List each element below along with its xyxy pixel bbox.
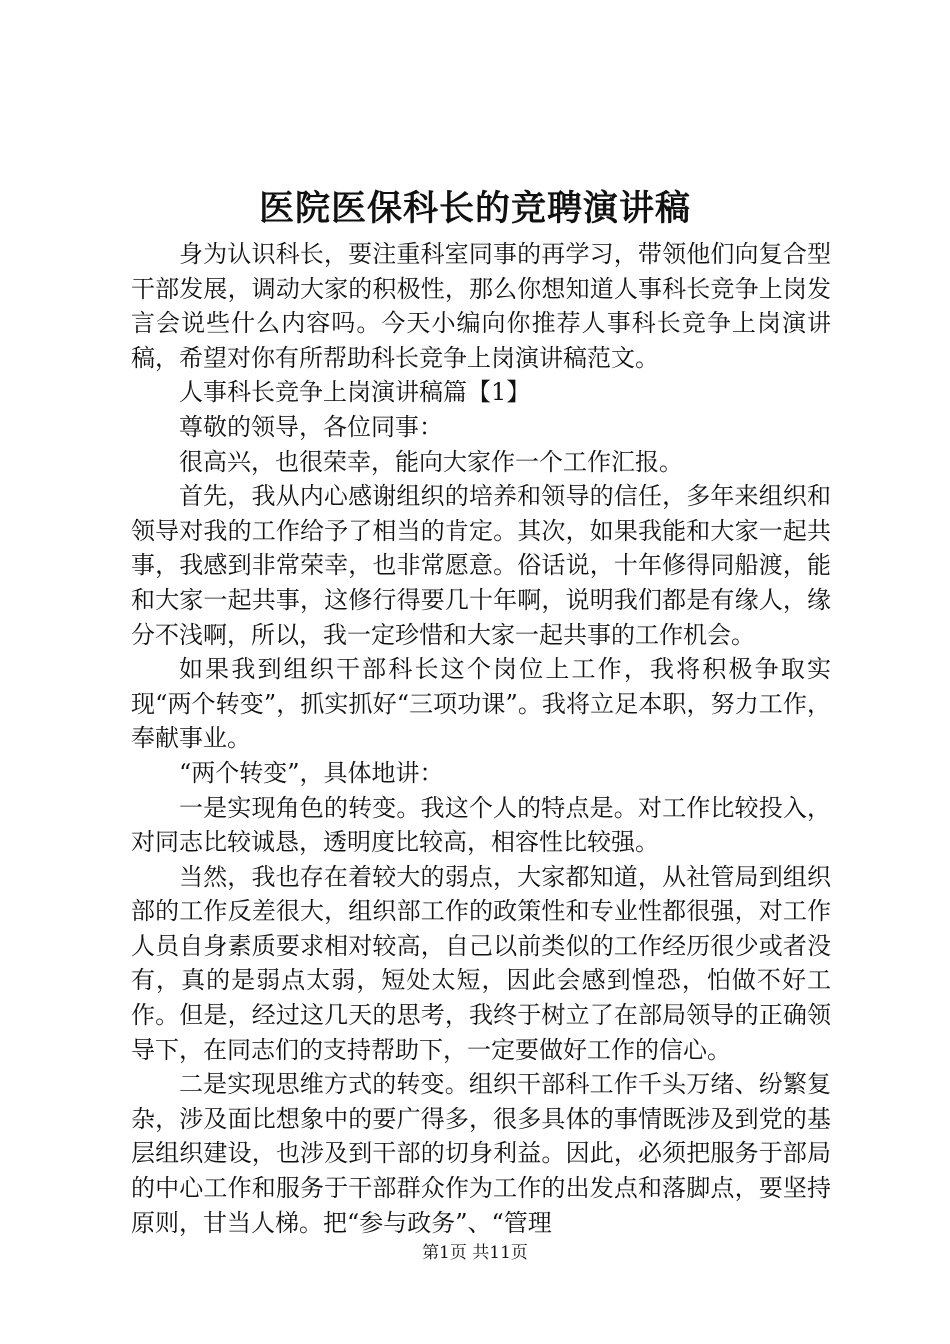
paragraph-thinking-change: 二是实现思维方式的转变。组织干部科工作千头万绪、纷繁复杂，涉及面比想象中的要广得多，很多具体的事情既涉及到党的基层组织建设，也涉及到干部的切身利益。因此，必须把服务于部局的中心工作和服务于干部群众作为工作的出发点和落脚点，要坚持原则，甘当人梯。把“参与政务”、“管理 xyxy=(131,1070,831,1237)
paragraph-two-changes: “两个转变”，具体地讲： xyxy=(179,758,444,787)
paragraph-plan: 如果我到组织干部科长这个岗位上工作，我将积极争取实现“两个转变”，抓实抓好“三项功课”。我将立足本职，努力工作，奉献事业。 xyxy=(131,655,831,753)
paragraph-intro: 身为认识科长，要注重科室同事的再学习，带领他们向复合型干部发展，调动大家的积极性，那么你想知道人事科长竞争上岗发言会说些什么内容吗。今天小编向你推荐人事科长竞争上岗演讲稿，希望对你有所帮助科长竞争上岗演讲稿范文。 xyxy=(131,240,831,372)
document-title: 医院医保科长的竞聘演讲稿 xyxy=(258,188,691,229)
paragraph-salutation: 尊敬的领导，各位同事： xyxy=(179,412,443,441)
paragraph-gratitude: 首先，我从内心感谢组织的培养和领导的信任，多年来组织和领导对我的工作给予了相当的肯定。其次，如果我能和大家一起共事，我感到非常荣幸，也非常愿意。俗话说，十年修得同船渡，能和大家一起共事，这修行得要几十年啊，说明我们都是有缘人，缘分不浅啊，所以，我一定珍惜和大家一起共事的工作机会。 xyxy=(131,482,831,649)
paragraph-section-heading: 人事科长竞争上岗演讲稿篇【1】 xyxy=(179,378,531,407)
page-footer: 第1页 共11页 xyxy=(422,1243,528,1263)
paragraph-weakness: 当然，我也存在着较大的弱点，大家都知道，从社管局到组织部的工作反差很大，组织部工作的政策性和专业性都很强，对工作人员自身素质要求相对较高，自己以前类似的工作经历很少或者没有，真的是弱点太弱，短处太短，因此会感到惶恐，怕做不好工作。但是，经过这几天的思考，我终于树立了在部局领导的正确领导下，在同志们的支持帮助下，一定要做好工作的信心。 xyxy=(131,862,831,1064)
document-body xyxy=(131,237,831,1240)
paragraph-opening: 很高兴，也很荣幸，能向大家作一个工作汇报。 xyxy=(179,447,683,476)
paragraph-role-change: 一是实现角色的转变。我这个人的特点是。对工作比较投入，对同志比较诚恳，透明度比较高，相容性比较强。 xyxy=(131,793,831,857)
